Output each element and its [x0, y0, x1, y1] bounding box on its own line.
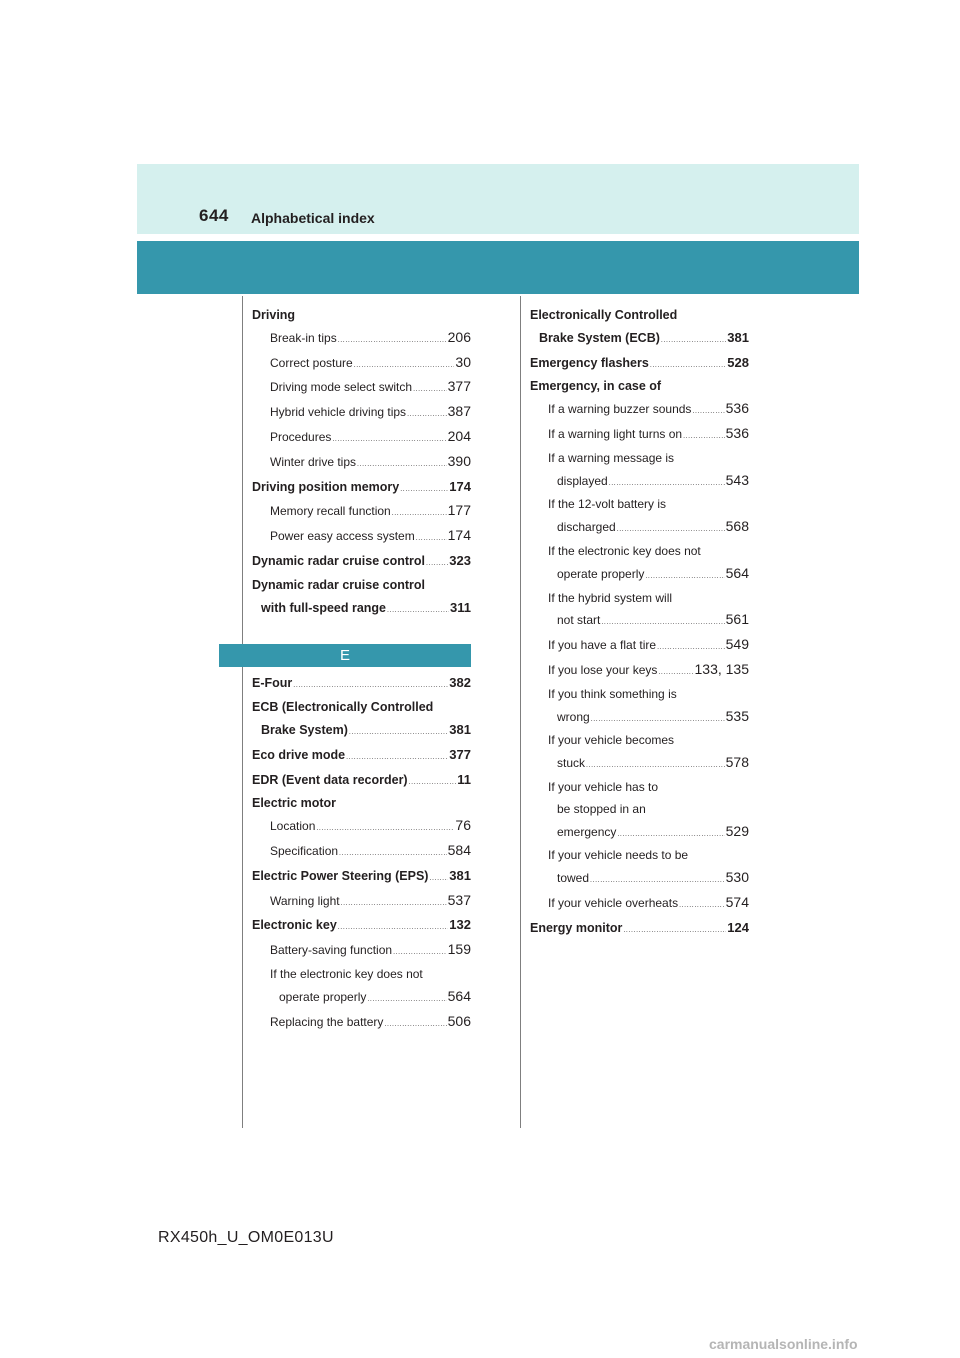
index-subentry[interactable]: If you lose your keys ..... 133, 135: [530, 659, 749, 684]
index-subentry-line: be stopped in an: [557, 801, 646, 816]
index-subentry[interactable]: Correct posture ..... 30: [252, 352, 471, 377]
page-ref: 377: [447, 378, 471, 395]
page-ref: 177: [447, 502, 471, 519]
page-ref: 387: [447, 403, 471, 420]
index-heading: Electric motor: [252, 796, 337, 811]
model-code: RX450h_U_OM0E013U: [158, 1229, 334, 1246]
index-entry[interactable]: Brake System (ECB) ..... 381: [530, 327, 749, 352]
index-entry[interactable]: Electric Power Steering (EPS) ..... 381: [252, 865, 471, 890]
header-band: [137, 164, 859, 234]
index-subentry[interactable]: If you have a flat tire ..... 549: [530, 634, 749, 659]
index-subentry[interactable]: Break-in tips ..... 206: [252, 327, 471, 352]
page-ref: 381: [449, 867, 471, 883]
section-title: Alphabetical index: [251, 210, 375, 226]
index-subentry[interactable]: wrong ..... 535: [530, 706, 749, 731]
page-ref: 204: [447, 427, 471, 444]
index-subentry[interactable]: Winter drive tips ..... 390: [252, 451, 471, 476]
index-subentry[interactable]: Hybrid vehicle driving tips ..... 387: [252, 401, 471, 426]
page-ref: 529: [725, 822, 749, 839]
index-entry[interactable]: Eco drive mode ..... 377: [252, 744, 471, 769]
index-entry[interactable]: Driving position memory ..... 174: [252, 476, 471, 501]
index-subentry[interactable]: not start ..... 561: [530, 609, 749, 634]
index-subentry[interactable]: Driving mode select switch ..... 377: [252, 376, 471, 401]
page-ref: 206: [447, 328, 471, 345]
watermark: carmanualsonline.info: [709, 1336, 858, 1352]
index-entry[interactable]: Emergency flashers ..... 528: [530, 352, 749, 377]
index-right-column: [530, 305, 749, 942]
page-ref: 568: [725, 518, 749, 535]
page-ref: 506: [447, 1012, 471, 1029]
index-entry[interactable]: with full-speed range ..... 311: [252, 597, 471, 622]
page-ref: 530: [725, 869, 749, 886]
index-subentry[interactable]: Replacing the battery ..... 506: [252, 1011, 471, 1036]
index-heading: Emergency, in case of: [530, 379, 662, 394]
page-ref: 536: [725, 424, 749, 441]
index-subentry-line: If the 12-volt battery is: [548, 497, 667, 512]
index-entry-line: Electronically Controlled: [530, 308, 678, 322]
right-column-rule: [520, 296, 521, 1128]
page-ref: 132: [449, 917, 471, 933]
index-subentry-line: If your vehicle needs to be: [548, 848, 689, 863]
page-ref: 528: [727, 354, 749, 370]
index-subentry[interactable]: towed ..... 530: [530, 867, 749, 892]
page-ref: 564: [447, 987, 471, 1004]
page-ref: 536: [725, 400, 749, 417]
page-ref: 381: [727, 329, 749, 345]
left-column-rule: [242, 296, 243, 1128]
index-entry[interactable]: Dynamic radar cruise control ..... 323: [252, 550, 471, 575]
index-subentry-line: If your vehicle becomes: [548, 733, 675, 748]
page-ref: 11: [457, 771, 471, 787]
page-ref: 564: [725, 564, 749, 581]
page-ref: 390: [447, 452, 471, 469]
index-subentry-line: If the electronic key does not: [548, 543, 701, 558]
index-heading: Driving: [252, 308, 296, 322]
index-subentry-line: If your vehicle has to: [548, 779, 659, 794]
index-subentry-line: If a warning message is: [548, 450, 675, 465]
index-subentry[interactable]: operate properly ..... 564: [530, 563, 749, 588]
page-ref: 574: [725, 893, 749, 910]
index-subentry[interactable]: Power easy access system ..... 174: [252, 525, 471, 550]
page-ref: 30: [455, 353, 471, 370]
index-left-column: [252, 305, 471, 1035]
page-ref: 133, 135: [694, 660, 749, 677]
page-ref: 174: [447, 527, 471, 544]
page-ref: 311: [450, 599, 471, 615]
page-ref: 76: [455, 817, 471, 834]
index-subentry[interactable]: If your vehicle overheats ..... 574: [530, 892, 749, 917]
page-number: 644: [199, 206, 229, 225]
index-subentry[interactable]: Procedures ..... 204: [252, 426, 471, 451]
page-ref: 174: [449, 478, 471, 494]
header-accent-bar: [137, 241, 859, 294]
index-subentry-line: If the hybrid system will: [548, 590, 673, 605]
page-ref: 537: [447, 891, 471, 908]
index-subentry[interactable]: operate properly ..... 564: [252, 986, 471, 1011]
index-subentry-line: If you think something is: [548, 686, 677, 701]
index-subentry[interactable]: Warning light ..... 537: [252, 890, 471, 915]
index-subentry[interactable]: Memory recall function ..... 177: [252, 500, 471, 525]
index-entry-line: Dynamic radar cruise control: [252, 577, 425, 592]
page-ref: 578: [725, 754, 749, 771]
page-ref: 584: [447, 841, 471, 858]
index-subentry[interactable]: If a warning buzzer sounds ..... 536: [530, 398, 749, 423]
page-ref: 535: [725, 707, 749, 724]
index-subentry-line: If the electronic key does not: [270, 966, 423, 981]
index-subentry[interactable]: stuck ..... 578: [530, 752, 749, 777]
index-subentry[interactable]: Location ..... 76: [252, 815, 471, 840]
page-ref: 377: [449, 746, 471, 762]
index-subentry[interactable]: discharged ..... 568: [530, 516, 749, 541]
index-entry[interactable]: Energy monitor ..... 124: [530, 917, 749, 942]
index-entry[interactable]: Brake System) ..... 381: [252, 719, 471, 744]
index-subentry[interactable]: Battery-saving function ..... 159: [252, 939, 471, 964]
index-entry[interactable]: E-Four ..... 382: [252, 672, 471, 697]
page-ref: 323: [449, 552, 471, 568]
index-entry[interactable]: Electronic key ..... 132: [252, 914, 471, 939]
index-subentry[interactable]: If a warning light turns on ..... 536: [530, 423, 749, 448]
index-entry[interactable]: EDR (Event data recorder) ..... 11: [252, 769, 471, 794]
page-ref: 549: [725, 636, 749, 653]
page-ref: 382: [449, 675, 471, 691]
page-ref: 159: [447, 941, 471, 958]
page-ref: 561: [725, 611, 749, 628]
index-subentry[interactable]: displayed ..... 543: [530, 470, 749, 495]
index-subentry[interactable]: emergency ..... 529: [530, 821, 749, 846]
page-ref: 381: [449, 721, 471, 737]
page-ref: 124: [727, 919, 749, 935]
index-entry-line: ECB (Electronically Controlled: [252, 700, 434, 715]
letter-section-bar: E: [219, 644, 471, 667]
index-subentry[interactable]: Specification ..... 584: [252, 840, 471, 865]
page-ref: 543: [725, 471, 749, 488]
